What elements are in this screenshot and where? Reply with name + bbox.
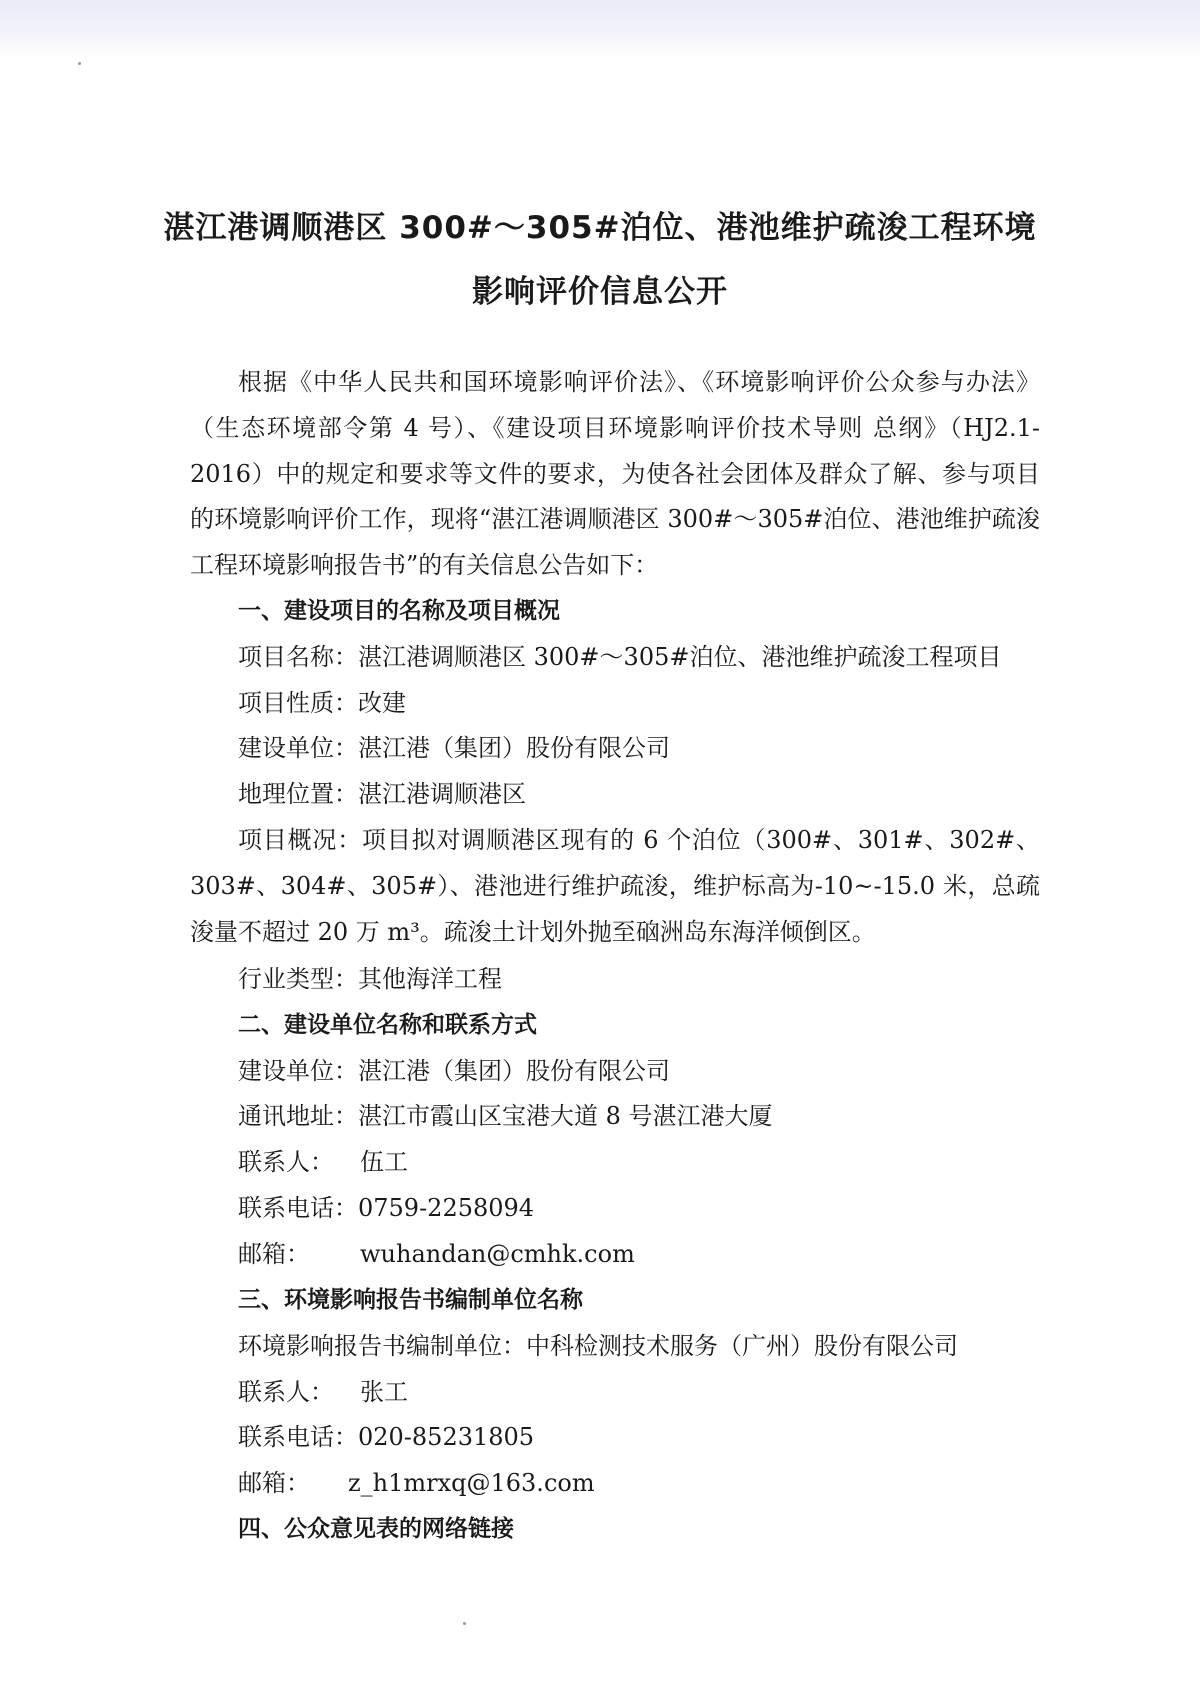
report-email-value: z_h1mrxq@163.com xyxy=(348,1469,595,1497)
scan-speck xyxy=(78,62,81,65)
email-row xyxy=(238,1239,635,1269)
report-contact-label: 联系人： xyxy=(238,1378,334,1406)
report-phone: 联系电话：020-85231805 xyxy=(238,1423,535,1451)
section-1-heading: 一、建设项目的名称及项目概况 xyxy=(238,598,560,624)
project-overview: 项目概况：项目拟对调顺港区现有的 6 个泊位（300#、301#、302#、303#、304#、305#）、港池进行维护疏浚，维护标高为-10~-15.0 米，总疏浚量不超过 20 万 m³。疏浚土计划外抛至硇洲岛东海洋倾倒区。 xyxy=(190,826,1040,946)
geo-location: 地理位置：湛江港调顺港区 xyxy=(238,780,526,808)
report-email-row xyxy=(238,1468,595,1498)
section-3-heading: 三、环境影响报告书编制单位名称 xyxy=(238,1287,583,1313)
email-value: wuhandan@cmhk.com xyxy=(360,1240,635,1268)
mail-address: 通讯地址：湛江市霞山区宝港大道 8 号湛江港大厦 xyxy=(238,1102,773,1130)
report-contact-value: 张工 xyxy=(360,1378,408,1406)
contact-person-row xyxy=(238,1147,408,1177)
industry-type: 行业类型：其他海洋工程 xyxy=(238,965,502,993)
builder-unit-2: 建设单位：湛江港（集团）股份有限公司 xyxy=(238,1057,670,1085)
report-contact-row xyxy=(238,1377,408,1407)
contact-person-value: 伍工 xyxy=(360,1148,408,1176)
email-label: 邮箱： xyxy=(238,1240,310,1268)
intro-paragraph: 根据《中华人民共和国环境影响评价法》、《环境影响评价公众参与办法》（生态环境部令第 4 号）、《建设项目环境影响评价技术导则 总纲》（HJ2.1-2016）中的规定和要求等文件的要求，为使各社会团体及群众了解、参与项目的环境影响评价工作，现将“湛江港调顺港区 300#～305#泊位、港池维护疏浚工程环境影响报告书”的有关信息公告如下： xyxy=(190,368,1040,580)
contact-phone: 联系电话：0759-2258094 xyxy=(238,1194,535,1222)
document-title-line-2: 影响评价信息公开 xyxy=(472,274,728,310)
project-nature: 项目性质：改建 xyxy=(238,689,406,717)
report-email-label: 邮箱： xyxy=(238,1469,310,1497)
section-2-heading: 二、建设单位名称和联系方式 xyxy=(238,1012,537,1038)
project-name: 项目名称：湛江港调顺港区 300#～305#泊位、港池维护疏浚工程项目 xyxy=(238,643,1002,671)
section-4-heading: 四、公众意见表的网络链接 xyxy=(238,1516,514,1542)
document-title-line-1: 湛江港调顺港区 300#～305#泊位、港池维护疏浚工程环境 xyxy=(163,210,1037,246)
contact-person-label: 联系人： xyxy=(238,1148,334,1176)
scan-speck xyxy=(463,1622,466,1625)
builder-unit: 建设单位：湛江港（集团）股份有限公司 xyxy=(238,734,670,762)
report-unit: 环境影响报告书编制单位：中科检测技术服务（广州）股份有限公司 xyxy=(238,1332,958,1360)
